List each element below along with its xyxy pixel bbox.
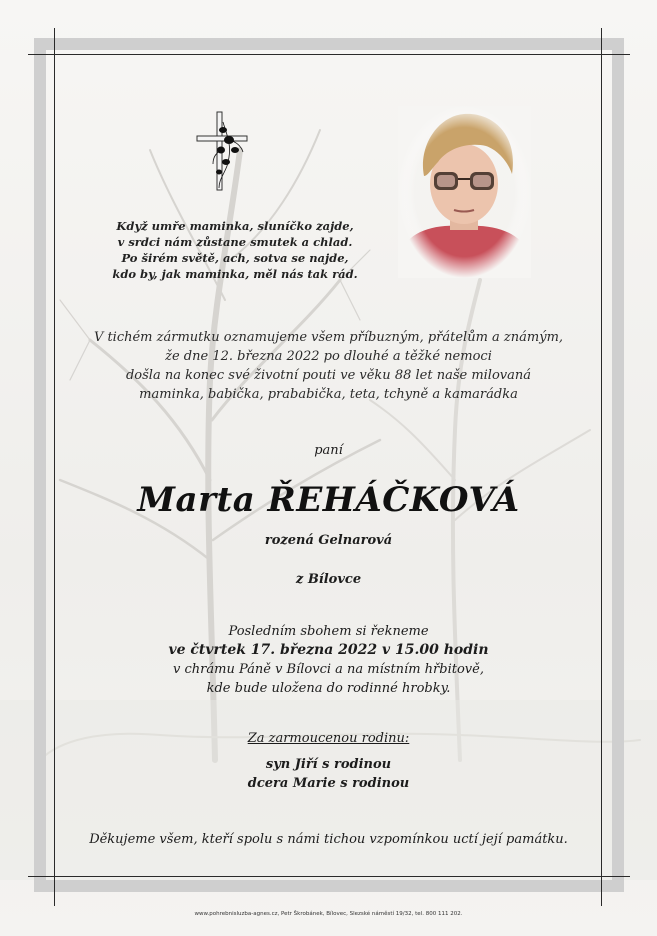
family-member: syn Jiří s rodinou [265,757,392,772]
funeral-line: kde bude uložena do rodinné hrobky. [206,681,451,696]
funeral-details [0,622,657,698]
announcement-text [0,328,657,404]
announcement-line: maminka, babička, prababička, teta, tchyně a kamarádka [139,387,518,402]
announcement-line: došla na konec své životní pouti ve věku 88 let naše milovaná [125,368,532,383]
funeral-date: ve čtvrtek 17. března 2022 v 15.00 hodin [168,642,489,658]
funeral-line: Posledním sbohem si řekneme [228,624,429,639]
family-members [0,755,657,793]
footer-contact: www.pohrebnisluzba-agnes.cz, Petr Škrobánek, Bílovec, Slezské náměstí 19/32, tel. 800 111 202. [194,911,463,917]
announcement-line: že dne 12. března 2022 po dlouhé a těžké nemoci [165,349,492,364]
poem-line: kdo by, jak maminka, měl nás tak rád. [112,267,358,281]
poem-line: Když umře maminka, sluníčko zajde, [116,219,354,233]
thanks-text: Děkujeme všem, kteří spolu s námi tichou vzpomínkou uctí její památku. [89,832,568,847]
family-member: dcera Marie s rodinou [247,776,410,791]
deceased-title: paní [314,443,343,458]
portrait-photo [398,106,531,278]
maiden-name: rozená Gelnarová [264,533,393,548]
family-heading: Za zarmoucenou rodinu: [247,731,410,746]
poem [110,218,360,282]
frame-band-bottom [34,880,624,892]
hometown: z Bílovce [295,572,362,587]
funeral-line: v chrámu Páně v Bílovci a na místním hřbitově, [173,662,484,677]
poem-line: Po širém světě, ach, sotva se najde, [121,251,349,265]
frame-band-top [34,38,624,50]
announcement-line: V tichém zármutku oznamujeme všem příbuzným, přátelům a známým, [93,330,564,345]
cross-with-roses-icon [193,110,253,192]
rule-bottom [28,876,630,877]
rule-top [28,54,630,55]
deceased-name: Marta ŘEHÁČKOVÁ [137,480,520,520]
poem-line: v srdci nám zůstane smutek a chlad. [117,235,353,249]
